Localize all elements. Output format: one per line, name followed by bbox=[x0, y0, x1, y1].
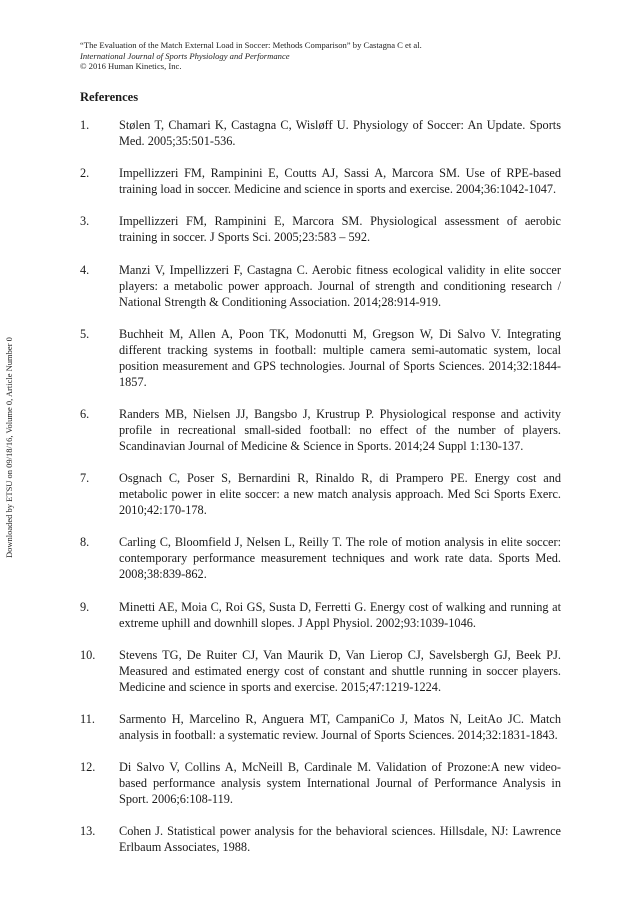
header-article-title: “The Evaluation of the Match External Load in Soccer: Methods Comparison” by Castagna C et al. bbox=[80, 40, 422, 50]
download-watermark-text: Downloaded by ETSU on 09/18/16, Volume 0, Article Number 0 bbox=[4, 337, 14, 558]
reference-text: Manzi V, Impellizzeri F, Castagna C. Aerobic fitness ecological validity in elite soccer players: a metabolic power approach. Journal of strength and conditioning research / National Strength & Conditioning Association. 2014;28:914-919. bbox=[119, 262, 561, 309]
reference-text: Cohen J. Statistical power analysis for the behavioral sciences. Hillsdale, NJ: Lawrence Erlbaum Associates, 1988. bbox=[119, 824, 561, 855]
download-watermark bbox=[0, 0, 12, 903]
reference-item bbox=[80, 599, 561, 631]
reference-text: Stølen T, Chamari K, Castagna C, Wisløff U. Physiology of Soccer: An Update. Sports Med. 2005;35:501-536. bbox=[119, 118, 561, 148]
reference-item bbox=[80, 470, 561, 518]
reference-list bbox=[80, 117, 561, 871]
references-heading: References bbox=[80, 90, 139, 104]
reference-number: 8. bbox=[80, 535, 90, 550]
reference-text: Stevens TG, De Ruiter CJ, Van Maurik D, Van Lierop CJ, Savelsbergh GJ, Beek PJ. Measured and estimated energy cost of constant and shuttle running in soccer players. Medicine and science in sports and exercise. 2015;47:1219-1224. bbox=[119, 647, 561, 694]
running-header bbox=[80, 40, 580, 72]
reference-item bbox=[80, 165, 561, 197]
reference-text: Osgnach C, Poser S, Bernardini R, Rinaldo R, di Prampero PE. Energy cost and metabolic power in elite soccer: a new match analysis approach. Med Sci Sports Exerc. 2010;42:170-178. bbox=[119, 471, 561, 518]
reference-text: Impellizzeri FM, Rampinini E, Coutts AJ, Sassi A, Marcora SM. Use of RPE-based training load in soccer. Medicine and science in sports and exercise. 2004;36:1042-1047. bbox=[119, 166, 561, 197]
reference-item bbox=[80, 213, 561, 245]
reference-number: 3. bbox=[80, 214, 90, 229]
header-journal-name: International Journal of Sports Physiology and Performance bbox=[80, 50, 290, 61]
header-copyright: © 2016 Human Kinetics, Inc. bbox=[80, 61, 182, 71]
reference-number: 11. bbox=[80, 711, 95, 726]
reference-text: Carling C, Bloomfield J, Nelsen L, Reilly T. The role of motion analysis in elite soccer: contemporary performance measurement techniques and work rate data. Sports Med. 2008;38:839-862. bbox=[119, 535, 561, 582]
reference-item bbox=[80, 117, 561, 149]
reference-item bbox=[80, 759, 561, 807]
reference-text: Di Salvo V, Collins A, McNeill B, Cardinale M. Validation of Prozone:A new video-based performance analysis system International Journal of Performance Analysis in Sport. 2006;6:108-119. bbox=[119, 760, 561, 807]
reference-text: Sarmento H, Marcelino R, Anguera MT, CampaniCo J, Matos N, LeitAo JC. Match analysis in football: a systematic review. Journal of Sports Sciences. 2014;32:1831-1843. bbox=[119, 711, 561, 742]
reference-item bbox=[80, 534, 561, 582]
reference-number: 4. bbox=[80, 262, 90, 277]
reference-number: 2. bbox=[80, 166, 90, 181]
reference-text: Randers MB, Nielsen JJ, Bangsbo J, Krustrup P. Physiological response and activity profile in recreational small-sided football: no effect of the number of players. Scandinavian Journal of Medicine & Science in Sports. 2014;24 Suppl 1:130-137. bbox=[119, 406, 561, 453]
reference-number: 12. bbox=[80, 760, 96, 775]
reference-number: 10. bbox=[80, 647, 96, 662]
reference-text: Minetti AE, Moia C, Roi GS, Susta D, Ferretti G. Energy cost of walking and running at extreme uphill and downhill slopes. J Appl Physiol. 2002;93:1039-1046. bbox=[119, 599, 561, 630]
reference-number: 13. bbox=[80, 824, 96, 839]
reference-number: 7. bbox=[80, 471, 90, 486]
reference-item bbox=[80, 326, 561, 390]
reference-number: 9. bbox=[80, 599, 90, 614]
reference-item bbox=[80, 406, 561, 454]
reference-number: 1. bbox=[80, 118, 90, 132]
reference-text: Buchheit M, Allen A, Poon TK, Modonutti M, Gregson W, Di Salvo V. Integrating different tracking systems in football: multiple camera semi-automatic system, local position measurement and GPS technologies. Journal of Sports Sciences. 2014;32:1844-1857. bbox=[119, 326, 561, 389]
reference-number: 5. bbox=[80, 326, 90, 341]
reference-number: 6. bbox=[80, 406, 90, 421]
reference-text: Impellizzeri FM, Rampinini E, Marcora SM. Physiological assessment of aerobic training in soccer. J Sports Sci. 2005;23:583 – 592. bbox=[119, 214, 561, 245]
reference-item bbox=[80, 711, 561, 743]
reference-item bbox=[80, 262, 561, 310]
reference-item bbox=[80, 823, 561, 855]
reference-item bbox=[80, 647, 561, 695]
